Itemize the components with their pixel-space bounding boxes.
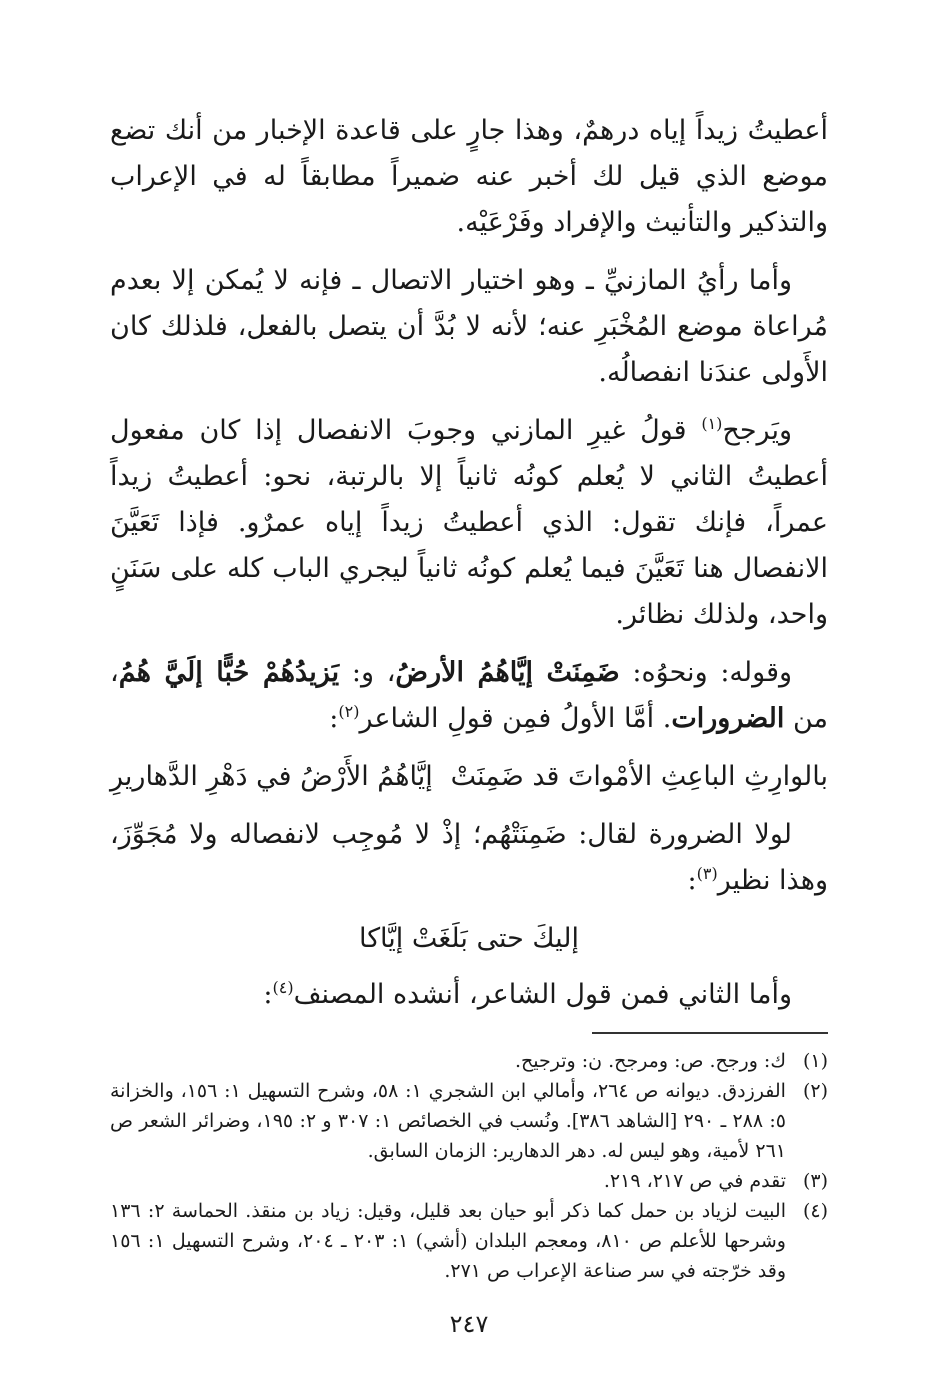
footnote-ref-2: (٢): [338, 702, 360, 721]
verse-line-1: [110, 754, 828, 800]
footnote-item: [110, 1046, 828, 1076]
footnote-ref-1: (١): [701, 414, 723, 433]
paragraph-3: [110, 408, 828, 638]
keyword-darurat: الضرورات: [671, 703, 785, 734]
footnote-text: الفرزدق. ديوانه ص ٢٦٤، وأمالي ابن الشجري ١: ٥٨، وشرح التسهيل ١: ١٥٦، والخزانة ٥: ٢٨٨ ـ ٢٩٠ [الشاهد ٣٨٦]. ونُسب في الخصائص ١: ٣٠٧ و ٢: ١٩٥، وضرائر الشعر ص ٢٦١ لأمية، وهو ليس له. دهر الدهارير: الزمان السابق.: [110, 1080, 786, 1162]
footnote-number: (٤): [802, 1200, 828, 1222]
footnote-number: (١): [802, 1050, 828, 1072]
verse-1-first-hemistich: بالوارِثِ الباعِثِ الأمْواتَ قد ضَمِنَتْ: [450, 761, 828, 792]
footnote-number: (٣): [802, 1170, 828, 1192]
quoted-example-2: يَزيدُهُمْ حُبًّا إلَيَّ هُمُ: [118, 657, 340, 688]
footnote-item: [110, 1196, 828, 1286]
paragraph-4-mid: ، من: [110, 657, 828, 734]
footnotes: [110, 1046, 828, 1286]
footnote-text: تقدم في ص ٢١٧، ٢١٩.: [603, 1170, 786, 1192]
footnote-item: [110, 1076, 828, 1166]
paragraph-2-text: وأما رأيُ المازنيِّ ـ وهو اختيار الاتصال ـ فإنه لا يُمكن إلا بعدم مُراعاة موضع المُخْبَرِ عنه؛ لأنه لا بُدَّ أن يتصل بالفعل، فلذلك كان الأَولى عندَنا انفصالُه.: [110, 265, 828, 388]
footnote-number: (٢): [802, 1080, 828, 1102]
paragraph-2: [110, 258, 828, 396]
paragraph-4-sep: ، و:: [339, 657, 396, 688]
paragraph-5-end: :: [687, 865, 697, 896]
verse-line-2: [110, 916, 828, 962]
quoted-example-1: ضَمِنَتْ إيَّاهُمُ الأرضُ: [395, 657, 620, 688]
paragraph-6-text: وأما الثاني فمن قول الشاعر، أنشده المصنف: [293, 979, 792, 1010]
paragraph-3-text: قولُ غيرِ المازني وجوبَ الانفصال إذا كان مفعول أعطيتُ الثاني لا يُعلم كونُه ثانياً إلا بالرتبة، نحو: أعطيتُ زيداً عمراً، فإنك تقول: الذي أعطيتُ زيداً إياه عمرٌو. فإذا تَعَيَّنَ الانفصال هنا تَعَيَّنَ فيما يُعلم كونُه ثانياً ليجري الباب كله على سَنَنٍ واحد، ولذلك نظائر.: [110, 415, 828, 630]
paragraph-5-text: لولا الضرورة لقال: ضَمِنَتْهُم؛ إذْ لا مُوجِب لانفصاله ولا مُجَوِّزَ، وهذا نظير: [110, 819, 828, 896]
paragraph-1: [110, 108, 828, 246]
verse-2-text: إليكَ حتى بَلَغَتْ إيَّاكا: [358, 923, 580, 954]
page-body: [110, 108, 828, 1338]
footnote-text: البيت لزياد بن حمل كما ذكر أبو حيان بعد قليل، وقيل: زياد بن منقذ. الحماسة ٢: ١٣٦ وشرحها للأعلم ص ٨١٠، ومعجم البلدان (أشي) ١: ٢٠٣ ـ ٢٠٤، وشرح التسهيل ١: ١٥٦ وقد خرّجته في سر صناعة الإعراب ص ٢٧١.: [110, 1200, 786, 1282]
footnote-item: [110, 1166, 828, 1196]
paragraph-6-end: :: [263, 979, 273, 1010]
footnote-text: ك: ورجح. ص: ومرجح. ن: وترجيح.: [514, 1050, 786, 1072]
footnote-ref-3: (٣): [696, 864, 718, 883]
paragraph-3-lead: ويَرجح: [722, 415, 792, 446]
paragraph-1-text: أعطيتُ زيداً إياه درهمٌ، وهذا جارٍ على قاعدة الإخبار من أنك تضع موضع الذي قيل لك أخبر عنه ضميراً مطابقاً له في الإعراب والتذكير والتأنيث والإفراد وفَرْعَيْه.: [110, 115, 828, 238]
footnote-divider: [592, 1032, 828, 1034]
paragraph-6: [110, 972, 828, 1018]
page-number: ٢٤٧: [449, 1310, 489, 1338]
paragraph-4-text: . أمَّا الأولُ فمِن قولِ الشاعر: [359, 703, 672, 734]
paragraph-4-end: :: [329, 703, 339, 734]
paragraph-5: [110, 812, 828, 904]
verse-1-second-hemistich: إيَّاهُمُ الأَرْضُ في دَهْرِ الدَّهاريرِ: [110, 761, 433, 792]
paragraph-4-lead: وقوله: ونحوُه:: [619, 657, 793, 688]
paragraph-4: [110, 650, 828, 742]
footnote-ref-4: (٤): [272, 978, 294, 997]
